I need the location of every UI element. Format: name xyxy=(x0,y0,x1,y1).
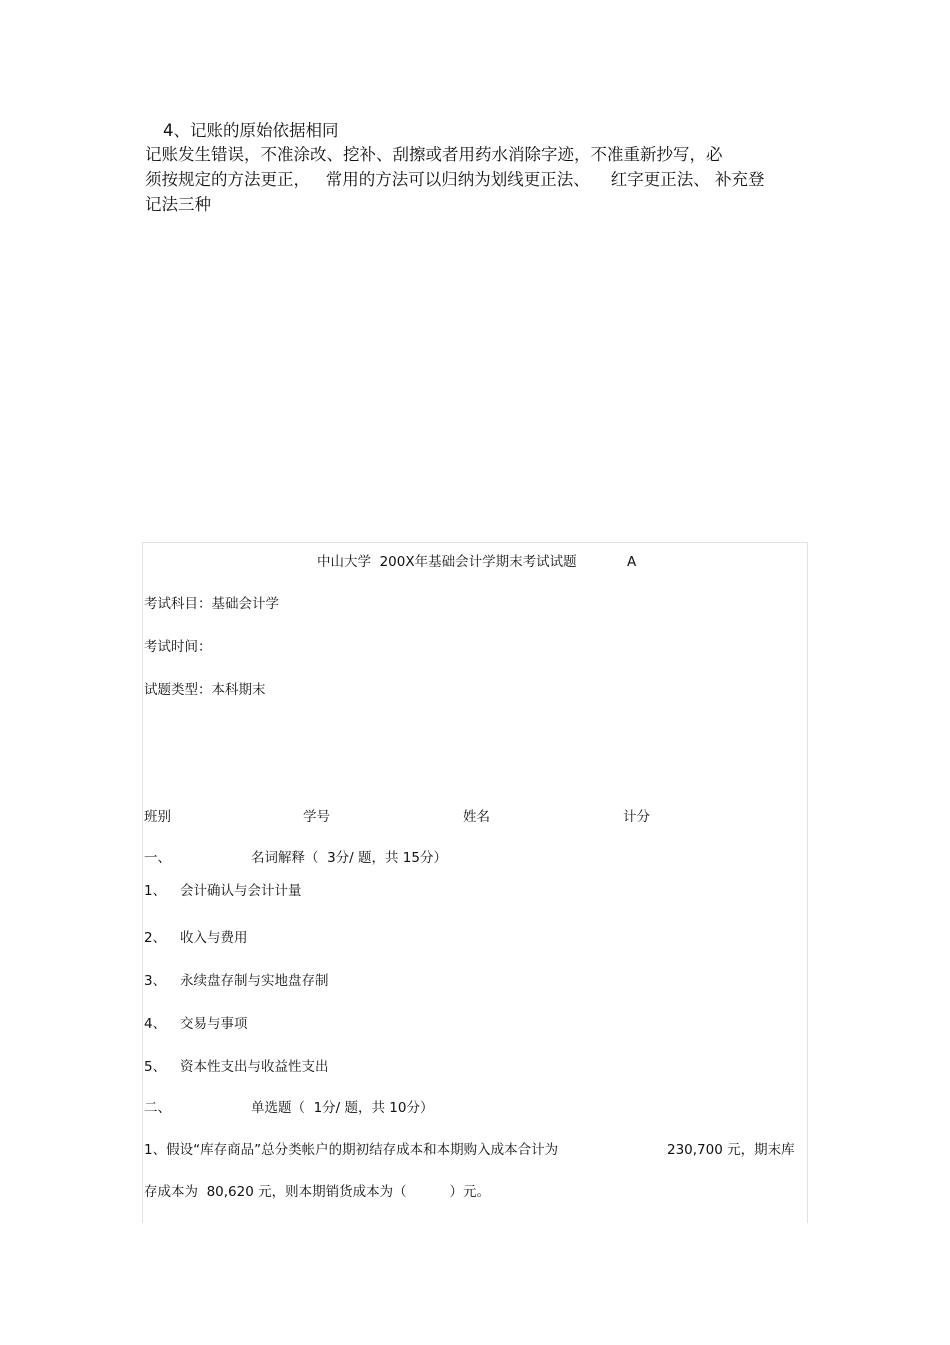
term-3-number: 3、 xyxy=(144,973,167,989)
exam-time: 考试时间： xyxy=(144,639,212,655)
section-2-number: 二、 xyxy=(144,1100,171,1116)
field-class: 班别 xyxy=(144,809,171,825)
exam-title: 中山大学 200X年基础会计学期末考试试题 xyxy=(317,554,577,570)
term-3-text: 永续盘存制与实地盘存制 xyxy=(180,973,329,989)
term-1-number: 1、 xyxy=(144,883,167,899)
paragraph-line-3: 记法三种 xyxy=(145,195,211,214)
term-4-text: 交易与事项 xyxy=(180,1016,248,1032)
term-5-number: 5、 xyxy=(144,1059,167,1075)
term-4-number: 4、 xyxy=(144,1016,167,1032)
field-name: 姓名 xyxy=(463,809,490,825)
exam-type: 试题类型：本科期末 xyxy=(144,682,266,698)
exam-title-suffix: A xyxy=(627,554,637,570)
term-1-text: 会计确认与会计计量 xyxy=(180,883,302,899)
exam-page xyxy=(142,542,808,1223)
paragraph-line-2: 须按规定的方法更正， 常用的方法可以归纳为划线更正法、 红字更正法、 补充登 xyxy=(145,170,765,189)
term-2-text: 收入与费用 xyxy=(180,930,248,946)
term-5-text: 资本性支出与收益性支出 xyxy=(180,1059,329,1075)
section-1-number: 一、 xyxy=(144,850,171,866)
field-score: 计分 xyxy=(623,809,650,825)
question-1-line-1-end: 230,700 元，期末库 xyxy=(667,1142,795,1158)
field-student-id: 学号 xyxy=(303,809,330,825)
question-1-line-1: 1、假设“库存商品”总分类帐户的期初结存成本和本期购入成本合计为 xyxy=(144,1142,559,1158)
section-1-title: 名词解释（ 3分/ 题，共 15分） xyxy=(251,850,447,866)
term-2-number: 2、 xyxy=(144,930,167,946)
question-1-line-2: 存成本为 80,620 元，则本期销货成本为（ ）元。 xyxy=(144,1184,491,1200)
section-2-title: 单选题（ 1分/ 题，共 10分） xyxy=(251,1100,434,1116)
paragraph-line-1: 记账发生错误，不准涂改、挖补、刮擦或者用药水消除字迹，不准重新抄写，必 xyxy=(145,145,723,164)
item-4: 4、记账的原始依据相同 xyxy=(163,121,339,140)
exam-subject: 考试科目：基础会计学 xyxy=(144,596,279,612)
